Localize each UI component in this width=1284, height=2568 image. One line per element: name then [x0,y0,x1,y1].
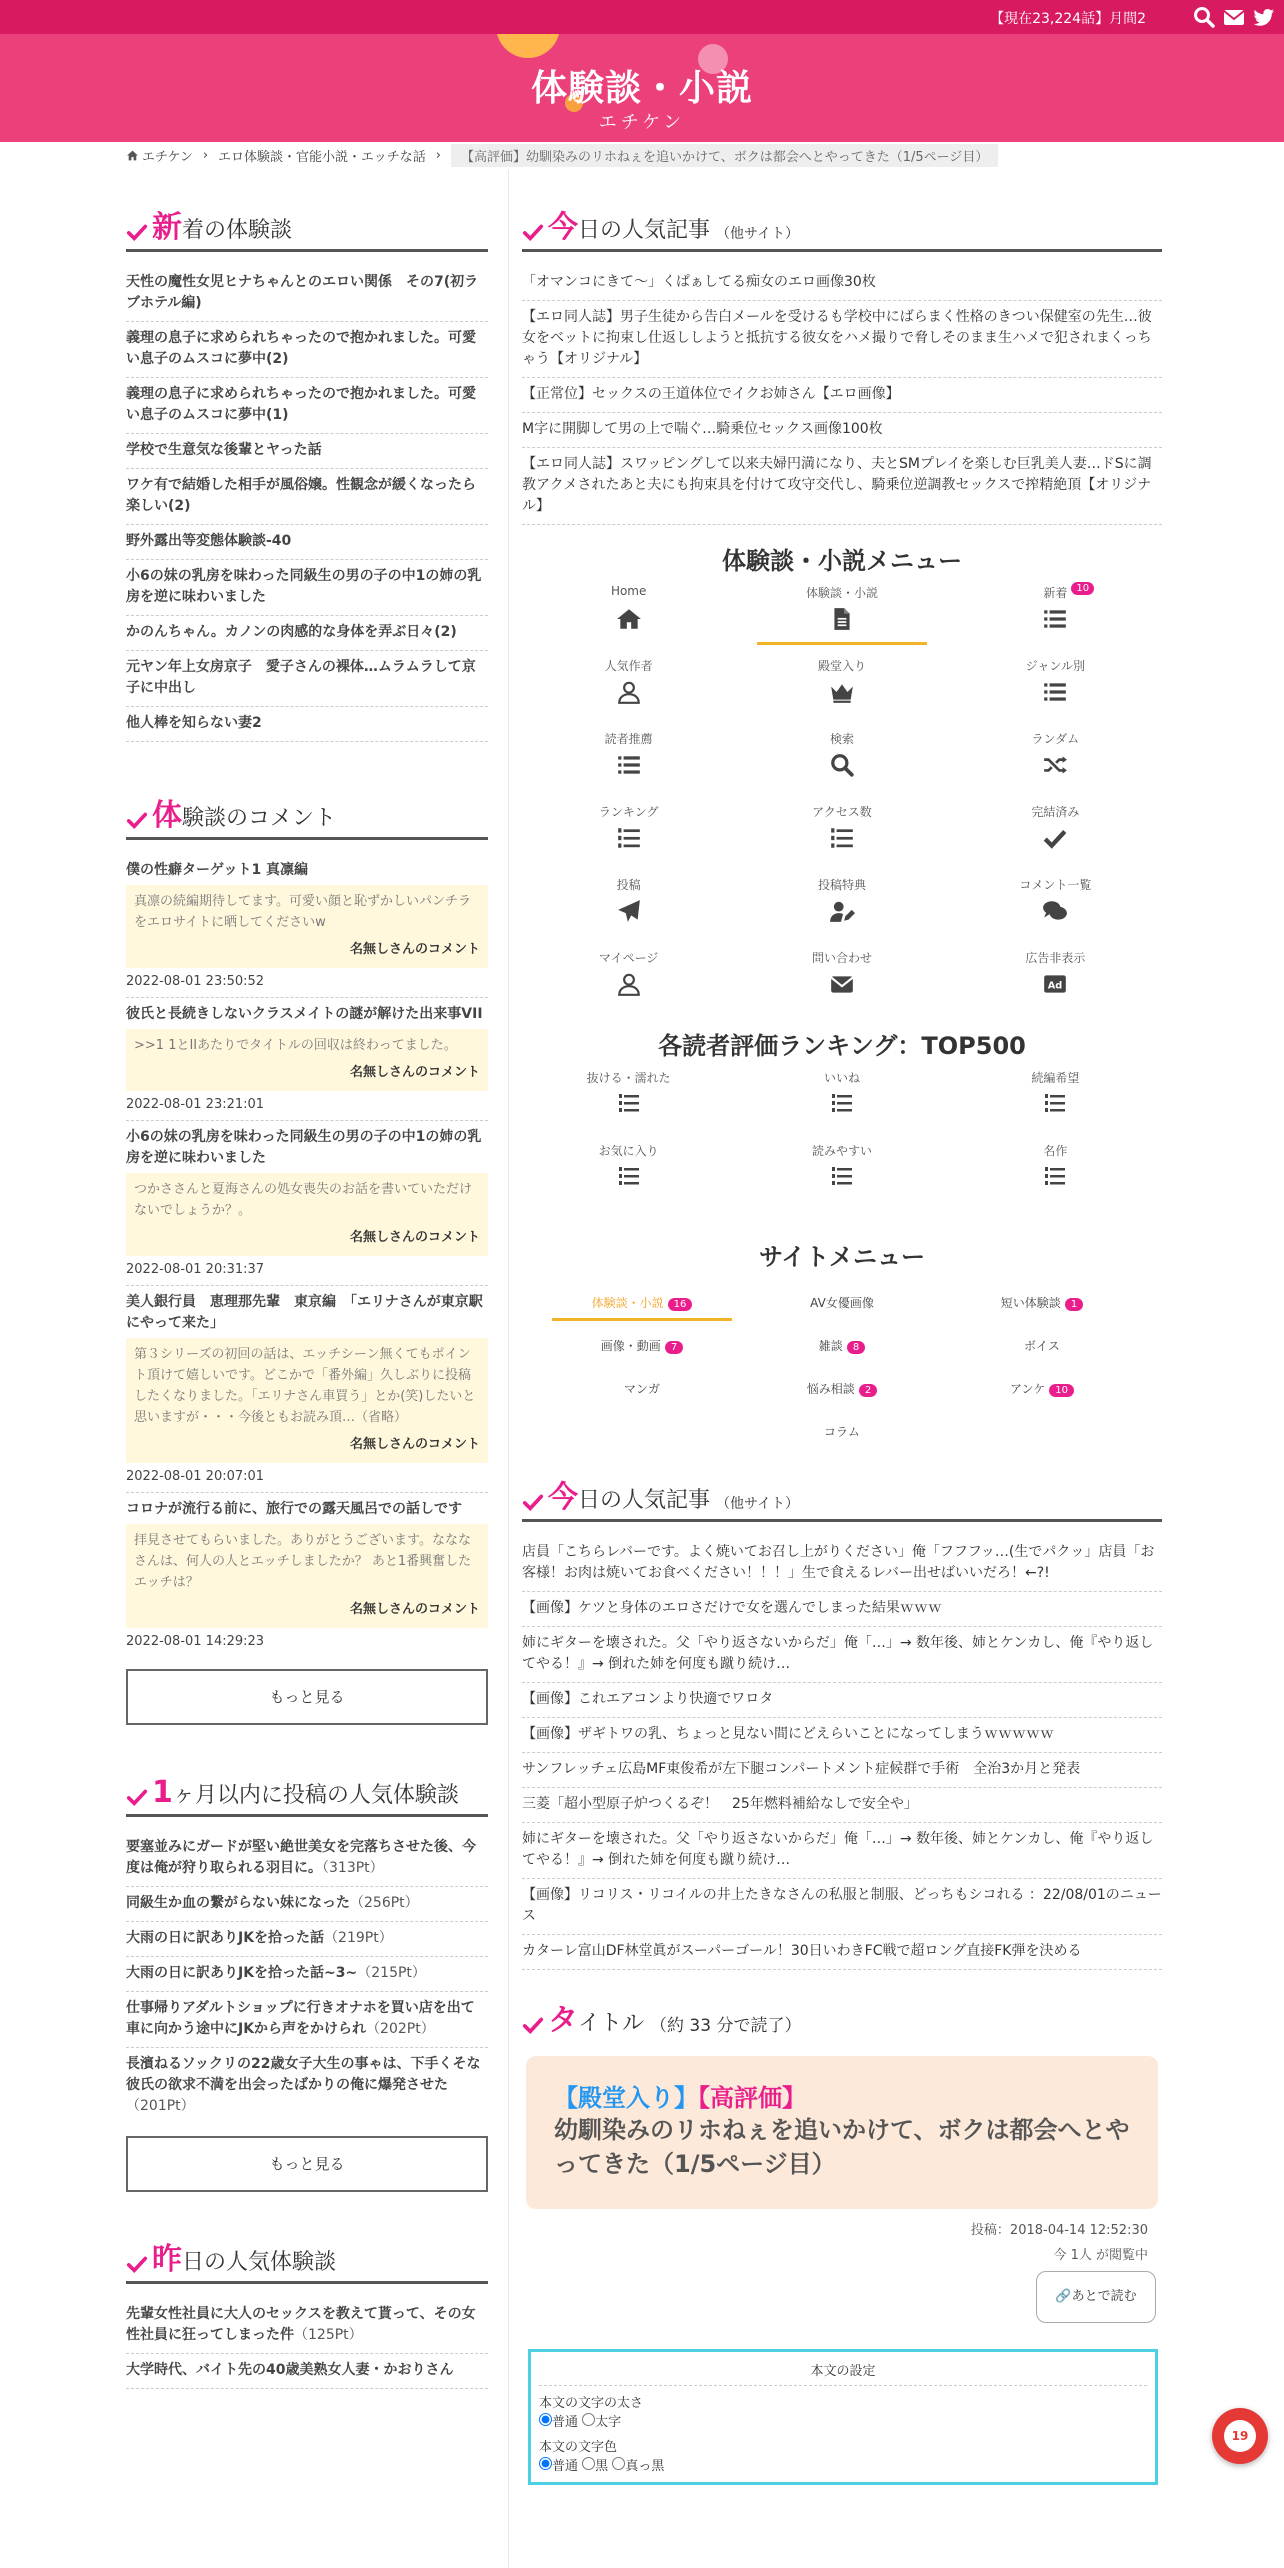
count-badge: 10 [1049,1384,1074,1397]
item-points: （202Pt） [366,2021,435,2037]
check-icon [1042,825,1068,851]
list-item[interactable]: 【画像】リコリス・リコイルの井上たきなさんの私服と制服、どっちもシコれる ：22/08/01のニュース [522,1879,1162,1935]
comment-date: 2022-08-01 20:07:01 [126,1463,488,1493]
story-title-box [526,2056,1158,2209]
menu-label: 広告非表示 [1025,951,1086,965]
check-icon [522,221,544,243]
paperclip-icon: 🔗 [1055,2289,1072,2304]
site-menu-item[interactable] [742,1325,942,1368]
left-sidebar [126,200,488,2389]
menu-hide-ads[interactable] [949,941,1162,1014]
settings-title: 本文の設定 [539,2360,1147,2386]
menu-stories[interactable] [735,576,948,649]
site-header [0,34,1284,142]
list-item[interactable]: 元ヤン年上女房京子 愛子さんの裸体…ムラムラして京子に中出し [126,651,488,707]
floating-comment-button[interactable] [1212,2408,1268,2464]
site-title[interactable]: 体験談・小説 [530,68,753,109]
comment-body: 第３シリーズの初回の話は、エッチシーン無くてもポイント頂けて嬉しいです。どこかで「番外編」久しぶりに投稿したくなりました。「エリナさん車買う」とか(笑)したいと思いますが・・・今後ともお読み頂…（省略） [134,1347,476,1425]
option-label: 普通 [552,2415,579,2430]
item-points: （219Pt） [324,1930,393,1946]
heading-initial: 今 [548,210,578,245]
font-weight-options [539,2411,1147,2430]
menu-label: 投稿 [616,878,641,892]
menu-hall-of-fame[interactable] [735,649,948,722]
font-weight-normal[interactable] [539,2415,578,2430]
comment-body: 真凛の続編期待してます。可愛い顔と恥ずかしいパンチラをエロサイトに晒してくださいw [134,894,471,930]
ad-icon [1042,971,1068,997]
ranking-item[interactable] [735,1134,948,1207]
option-label: 太字 [595,2415,622,2430]
heading-text: 着の体験談 [182,218,293,243]
list-item[interactable] [126,2298,488,2354]
item-points: （201Pt） [126,2098,195,2114]
list-icon [1042,606,1068,632]
home-icon [616,606,642,632]
heading-note: （他サイト） [716,226,800,242]
comment-count-bubble: 19 [1224,2420,1256,2452]
list-icon [616,752,642,778]
comment-entry [126,1286,488,1493]
ordered-list-icon [829,825,855,851]
story-menu [522,576,1162,1014]
site-menu [542,1282,1142,1454]
menu-label: アクセス数 [812,805,872,819]
site-menu-item[interactable] [942,1368,1142,1411]
list-item[interactable] [126,2354,488,2389]
item-title[interactable]: 大雨の日に訳ありJKを拾った話~3~ [126,1965,358,1981]
comment-entry [126,1493,488,1657]
font-color-label: 本文の文字色 [539,2440,618,2455]
menu-reader-picks[interactable] [522,722,735,795]
heading-text: イトル [578,2011,645,2036]
site-menu-item[interactable] [942,1325,1142,1368]
menu-new[interactable] [949,576,1162,649]
heading-initial: 1 [152,1775,173,1810]
post-date: 投稿：2018-04-14 12:52:30 [970,2223,1148,2238]
popular-bottom-heading [522,1470,1162,1522]
list-item[interactable]: 店員「こちらレバーです。よく焼いてお召し上がりください」俺「フフフッ…(生でパクッ」店員「お客様！お肉は焼いてお食べください！！！」生で食えるレバー出せばいいだろ！←?! [522,1536,1162,1592]
item-title[interactable]: 大学時代、バイト先の40歳美熟女人妻・かおりさん [126,2362,454,2378]
menu-label: 人気作者 [604,659,653,673]
ranking-item[interactable] [949,1134,1162,1207]
ranking-label: お気に入り [598,1144,659,1158]
list-item[interactable]: 姉にギターを壊された。父「やり返さないからだ」俺「…」→ 数年後、姉とケンカし、俺『やり返してやる！』→ 倒れた姉を何度も蹴り続け… [522,1627,1162,1683]
heading-text: 日の人気体験談 [182,2250,337,2275]
site-menu-item[interactable] [542,1325,742,1368]
comment-body: つかささんと夏海さんの処女喪失のお話を書いていただけないでしょうか？。 [134,1182,473,1218]
comment-author: 名無しさんのコメント [349,1602,480,1617]
font-color-normal-radio[interactable] [539,2457,552,2470]
monthly-popular-heading [126,1765,488,1817]
heading-text: 験談のコメント [182,806,337,831]
font-color-options [539,2455,1147,2474]
font-color-black-radio[interactable] [582,2457,595,2470]
paper-plane-icon [616,898,642,924]
user-icon [616,971,642,997]
item-title[interactable]: 同級生か血の繋がらない妹になった [126,1895,350,1911]
site-menu-label: AV女優画像 [810,1296,874,1310]
list-item[interactable]: サンフレッチェ広島MF東俊希が左下腿コンパートメント症候群で手術 全治3か月と発表 [522,1753,1162,1788]
check-icon [126,809,148,831]
menu-post[interactable] [522,868,735,941]
comment-entry [126,854,488,998]
list-item[interactable]: 【画像】ケツと身体のエロさだけで女を選んでしまった結果ｗｗｗ [522,1592,1162,1627]
comment-entry [126,998,488,1121]
ranking-menu [522,1061,1162,1207]
font-weight-label: 本文の文字の太さ [539,2396,644,2411]
ordered-list-icon [616,825,642,851]
list-item[interactable] [126,1887,488,1922]
ordered-list-icon [830,1091,854,1115]
comment-entry [126,1121,488,1286]
menu-label: ランダム [1031,732,1080,746]
story-count: 【現在23,224話】月間2 [990,11,1146,27]
list-item[interactable]: 他人棒を知らない妻2 [126,707,488,742]
user-icon [616,679,642,705]
story-tags [554,2078,1130,2113]
site-menu-item[interactable] [542,1282,742,1325]
list-item[interactable]: かのんちゃん。カノンの肉感的な身体を弄ぶ日々(2) [126,616,488,651]
font-weight-normal-radio[interactable] [539,2413,552,2426]
menu-label: ジャンル別 [1025,659,1086,673]
item-points: （313Pt） [322,1860,384,1876]
ordered-list-icon [1043,1091,1067,1115]
site-menu-label: 雑談 [818,1339,843,1353]
breadcrumb-category[interactable]: エロ体験談・官能小説・エッチな話 [218,149,426,165]
check-icon [126,2253,148,2275]
list-item[interactable] [126,1922,488,1957]
list-item[interactable]: 姉にギターを壊された。父「やり返さないからだ」俺「…」→ 数年後、姉とケンカし、俺『やり返してやる！』→ 倒れた姉を何度も蹴り続け… [522,1823,1162,1879]
home-icon [126,149,139,162]
yesterday-popular-heading [126,2232,488,2284]
reading-time: （約 33 分で読了） [650,2016,802,2036]
menu-label [949,584,1162,600]
count-badge: 10 [1071,582,1094,595]
menu-home[interactable] [522,576,735,649]
site-menu-label: 体験談・小説 [591,1296,664,1310]
monthly-popular-list [126,1831,488,2124]
comment-box [126,1029,488,1091]
comment-list [126,854,488,1657]
search-icon [829,752,855,778]
list-item[interactable]: 小6の妹の乳房を味わった同級生の男の子の中1の姉の乳房を逆に味わいました [126,560,488,616]
menu-contact[interactable] [735,941,948,1014]
comment-story-title[interactable]: 美人銀行員 恵理那先輩 東京編 「エリナさんが東京駅にやって来た」 [126,1294,483,1331]
check-icon [126,221,148,243]
list-item[interactable]: 三菱「超小型原子炉つくるぞ！ 25年燃料補給なしで安全や」 [522,1788,1162,1823]
list-item[interactable]: 【エロ同人誌】スワッピングして以来夫婦円満になり、夫とSMプレイを楽しむ巨乳美人妻…ドSに調教アクメされたあと夫にも拘束具を付けて攻守交代し、騎乗位逆調教セックスで搾精絶頂【オリジナル】 [522,448,1162,525]
list-item[interactable]: 学校で生意気な後輩とヤった話 [126,434,488,469]
comment-body: >>1 1とIIあたりでタイトルの回収は終わってました。 [134,1038,457,1053]
crown-icon [828,679,856,705]
site-menu-label: マンガ [623,1382,660,1396]
comment-box [126,1524,488,1628]
site-menu-label: 短い体験談 [1000,1296,1061,1310]
site-menu-item[interactable] [742,1282,942,1325]
font-color-normal[interactable] [539,2459,578,2474]
check-icon [522,1491,544,1513]
ranking-label: 読みやすい [811,1144,872,1158]
breadcrumb-current: 【高評価】幼馴染みのリホねぇを追いかけて、ボクは都会へとやってきた（1/5ページ目） [451,144,998,167]
story-title-heading [522,1990,1162,2042]
list-item[interactable]: 義理の息子に求められちゃったので抱かれました。可愛い息子のムスコに夢中(1) [126,378,488,434]
count-badge: 2 [859,1384,877,1397]
list-item[interactable] [126,2048,488,2124]
heading-text: ヶ月以内に投稿の人気体験談 [172,1783,459,1808]
chevron-right-icon: › [435,147,441,163]
comments-icon [1041,898,1069,924]
more-comments-button[interactable]: もっと見る [126,1669,488,1725]
read-later-label: あとで読む [1071,2289,1137,2304]
search-icon[interactable] [1192,5,1216,29]
comment-date: 2022-08-01 23:50:52 [126,968,488,998]
envelope-icon [829,971,855,997]
count-badge: 8 [847,1341,865,1354]
ordered-list-icon [617,1091,641,1115]
heading-initial: 昨 [152,2242,182,2277]
menu-popular-authors[interactable] [522,649,735,722]
menu-search[interactable] [735,722,948,795]
list-item[interactable]: M字に開脚して男の上で喘ぐ…騎乗位セックス画像100枚 [522,413,1162,448]
menu-label: 検索 [829,732,854,746]
menu-access-count[interactable] [735,795,948,868]
shuffle-icon [1042,752,1068,778]
comment-author: 名無しさんのコメント [349,1065,480,1080]
text-settings-panel [528,2349,1158,2485]
comment-author: 名無しさんのコメント [349,1230,480,1245]
site-subtitle: エチケン [598,112,686,133]
menu-label: 問い合わせ [811,951,872,965]
heading-initial: タ [548,2003,578,2038]
item-title[interactable]: 大雨の日に訳ありJKを拾った話 [126,1930,325,1946]
envelope-icon[interactable] [1222,5,1246,29]
count-badge: 7 [665,1341,683,1354]
comments-heading [126,788,488,840]
site-menu-item[interactable] [942,1282,1142,1325]
popular-bottom-list [522,1536,1162,1970]
breadcrumb-home[interactable]: エチケン [142,149,193,165]
site-menu-label: 画像・動画 [600,1339,661,1353]
topbar-icons [1192,5,1276,29]
heading-text: 日の人気記事 [578,218,711,243]
list-item[interactable]: 【エロ同人誌】男子生徒から告白メールを受けるも学校中にばらまく性格のきつい保健室の先生…彼女をベットに拘束し仕返ししようと抵抗する彼女をハメ撮りで脅しそのまま生ハメで犯されまくっちゃう【オリジナル】 [522,301,1162,378]
menu-comment-list[interactable] [949,868,1162,941]
heading-initial: 体 [152,798,182,833]
comment-date: 2022-08-01 14:29:23 [126,1634,265,1649]
list-item[interactable]: ワケ有で結婚した相手が風俗嬢。性観念が緩くなったら楽しい(2) [126,469,488,525]
twitter-icon[interactable] [1252,5,1276,29]
list-item[interactable]: 【正常位】セックスの王道体位でイクお姉さん【エロ画像】 [522,378,1162,413]
comment-author: 名無しさんのコメント [349,942,480,957]
heading-initial: 今 [548,1480,578,1515]
ordered-list-icon [617,1164,641,1188]
option-label: 普通 [552,2459,579,2474]
list-item[interactable]: 「オマンコにきて～」くぱぁしてる痴女のエロ画像30枚 [522,266,1162,301]
decor-circle [496,34,560,58]
item-title[interactable]: 長濱ねるソックリの22歳女子大生の事ゃは、下手くそな彼氏の欲求不満を出会ったばかりの俺に爆発させた [126,2056,481,2093]
option-label: 黒 [595,2459,609,2474]
heading-text: 日の人気記事 [578,1488,711,1513]
read-later-button[interactable] [1036,2271,1156,2323]
comment-body: 拝見させてもらいました。ありがとうございます。なななさんは、何人の人とエッチしましたか？ あと1番興奮したエッチは？ [134,1533,472,1590]
story-menu-title: 体験談・小説メニュー [722,547,962,575]
menu-label: コメント一覧 [1019,878,1092,892]
item-points: （125Pt） [294,2327,363,2343]
chevron-right-icon: › [202,147,209,163]
menu-label: 殿堂入り [817,659,866,673]
menu-random[interactable] [949,722,1162,795]
check-icon [522,2014,544,2036]
menu-ranking[interactable] [522,795,735,868]
menu-post-bonus[interactable] [735,868,948,941]
ordered-list-icon [1043,1164,1067,1188]
menu-label-text: 新着 [1043,586,1068,600]
site-menu-label: ボイス [1024,1339,1060,1353]
site-menu-label: アンケ [1009,1382,1046,1396]
comment-story-title[interactable]: コロナが流行る前に、旅行での露天風呂での話しです [126,1501,462,1517]
ranking-item[interactable] [735,1061,948,1134]
hall-of-fame-tag: 【殿堂入り】 [554,2084,698,2112]
menu-label: 体験談・小説 [805,586,878,600]
font-weight-bold-radio[interactable] [582,2413,595,2426]
site-menu-item[interactable] [742,1411,942,1454]
comment-story-title[interactable]: 小6の妹の乳房を味わった同級生の男の子の中1の姉の乳房を逆に味わいました [126,1129,482,1166]
document-icon [829,606,855,632]
comment-author: 名無しさんのコメント [349,1437,480,1452]
list-item[interactable] [126,1957,488,1992]
popular-top-heading [522,200,1162,252]
count-badge: 1 [1065,1298,1083,1311]
menu-label: 完結済み [1031,805,1080,819]
svg-text:Ad: Ad [1048,980,1063,992]
ranking-label: いいね [823,1071,860,1085]
menu-my-page[interactable] [522,941,735,1014]
menu-label: Home [610,584,647,598]
heading-note: （他サイト） [716,1496,800,1512]
breadcrumb [126,143,998,167]
font-weight-bold[interactable] [582,2415,621,2430]
more-monthly-button[interactable]: もっと見る [126,2136,488,2192]
check-icon [126,1786,148,1808]
comment-box [126,1173,488,1256]
main-column [522,200,1162,2495]
comment-box [126,1338,488,1463]
count-badge: 16 [668,1298,693,1311]
item-title[interactable]: 要塞並みにガードが堅い絶世美女を完落ちさせた後、今度は俺が狩り取られる羽目に。 [126,1839,476,1876]
high-rating-tag: 【高評価】 [698,2084,806,2112]
font-color-jet-black-radio[interactable] [612,2457,625,2470]
user-edit-icon [828,898,856,924]
ranking-label: 名作 [1043,1144,1068,1158]
site-menu-label: コラム [824,1425,860,1439]
site-menu-title: サイトメニュー [758,1243,926,1271]
popular-top-list [522,266,1162,525]
site-menu-label: 悩み相談 [806,1382,855,1396]
comment-date: 2022-08-01 23:21:01 [126,1091,488,1121]
ranking-item[interactable] [522,1061,735,1134]
menu-label: 投稿特典 [817,878,866,892]
list-item[interactable]: 義理の息子に求められちゃったので抱かれました。可愛い息子のムスコに夢中(2) [126,322,488,378]
comment-story-title[interactable]: 彼氏と長続きしないクラスメイトの謎が解けた出来事VII [126,1006,483,1022]
comment-date: 2022-08-01 20:31:37 [126,1256,488,1286]
list-item[interactable]: 天性の魔性女児ヒナちゃんとのエロい関係 その7(初ラブホテル編) [126,266,488,322]
item-points: （215Pt） [357,1965,426,1981]
list-item[interactable] [126,1831,488,1887]
story-title: 幼馴染みのリホねぇを追いかけて、ボクは都会へとやってきた（1/5ページ目） [554,2116,1130,2178]
comment-story-title[interactable]: 僕の性癖ターゲット1 真凛編 [126,862,309,878]
ranking-item[interactable] [522,1134,735,1207]
list-item[interactable]: 野外露出等変態体験談-40 [126,525,488,560]
yesterday-popular-list [126,2298,488,2389]
ranking-label: 抜ける・濡れた [586,1071,671,1085]
list-item[interactable]: 【画像】ザギトワの乳、ちょっと見ない間にどえらいことになってしまうｗｗｗｗｗ [522,1718,1162,1753]
ranking-item[interactable] [949,1061,1162,1134]
font-color-jet-black[interactable] [612,2459,664,2474]
menu-label: ランキング [598,805,659,819]
option-label: 真っ黒 [625,2459,665,2474]
site-menu-item[interactable] [542,1368,742,1411]
menu-label: 読者推薦 [604,732,653,746]
ordered-list-icon [830,1164,854,1188]
list-item[interactable] [126,1992,488,2048]
top-bar [0,0,1284,34]
menu-completed[interactable] [949,795,1162,868]
item-title[interactable]: 仕事帰りアダルトショップに行きオナホを買い店を出て車に向かう途中にJKから声をかけられ [126,2000,475,2037]
list-icon [1042,679,1068,705]
new-stories-list [126,266,488,742]
ranking-title: 各読者評価ランキング：TOP500 [658,1032,1026,1060]
new-stories-heading [126,200,488,252]
comment-box [126,885,488,968]
ranking-label: 続編希望 [1031,1071,1080,1085]
item-points: （256Pt） [350,1895,419,1911]
menu-label: マイページ [598,951,659,965]
heading-initial: 新 [152,210,182,245]
site-menu-item[interactable] [742,1368,942,1411]
list-item[interactable]: 【画像】これエアコンより快適でワロタ [522,1683,1162,1718]
viewer-count: 今 1人 が閲覧中 [1053,2248,1148,2263]
list-item[interactable]: カターレ富山DF林堂眞がスーパーゴール！30日いわきFC戦で超ロング直接FK弾を決める [522,1935,1162,1970]
item-title[interactable]: 先輩女性社員に大人のセックスを教えて貰って、その女性社員に狂ってしまった件 [126,2306,476,2343]
column-divider [508,170,509,2568]
menu-genre[interactable] [949,649,1162,722]
font-color-black[interactable] [582,2459,608,2474]
